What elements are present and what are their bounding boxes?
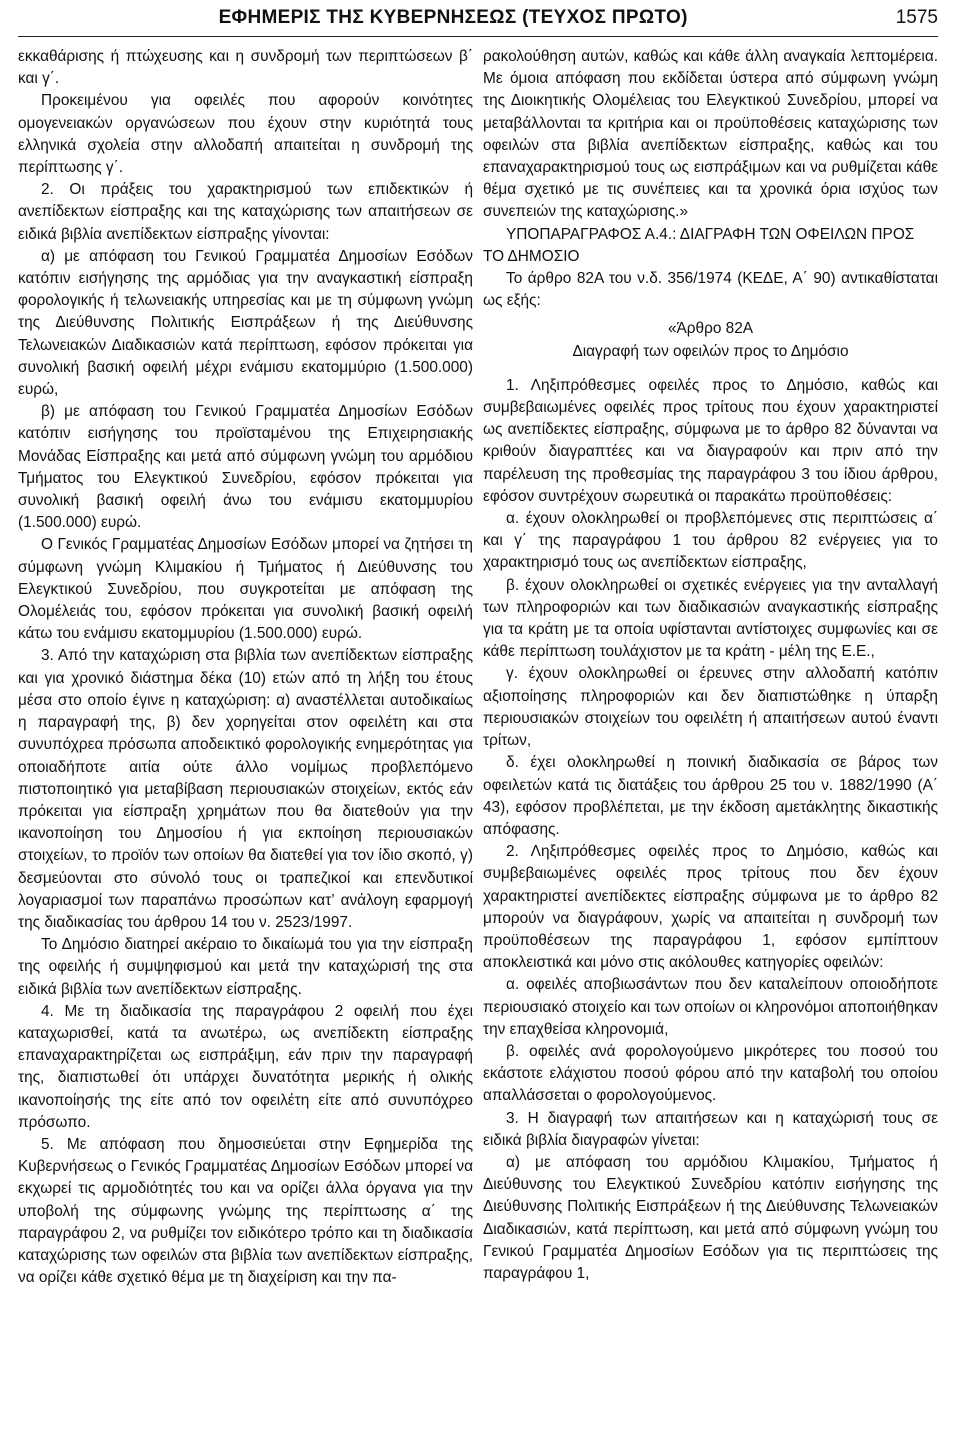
paragraph: β) με απόφαση του Γενικού Γραμματέα Δημοσίων Εσόδων κατόπιν εισήγησης του προϊσταμένου της Επιχειρησιακής Μονάδας Είσπραξης και μετά από σύμφωνη γνώμη του αρμόδιου Τμήματος του Ελεγκτικού Συνεδρίου, εφόσον πρόκειται για συνολική βασική οφειλή άνω του ενάμισυ εκατομμυρίου (1.500.000) ευρώ.	[18, 403, 473, 532]
paragraph: Το άρθρο 82Α του ν.δ. 356/1974 (ΚΕΔΕ, Α΄ 90) αντικαθίσταται ως εξής:	[483, 270, 938, 310]
paragraph: 3. Από την καταχώριση στα βιβλία των ανεπίδεκτων είσπραξης και για χρονικό διάστημα δέκα (10) ετών από τη λήξη του έτους μέσα στο οποίο έγινε η καταχώριση: α) αναστέλλεται αυτοδικαίως η παραγραφή της, β) δεν χορηγείται στον οφειλέτη και στα συνυπόχρεα πρόσωπα αποδεικτικό φορολογικής ενημερότητας για οποιαδήποτε αιτία ούτε άλλο νομίμως προβλεπόμενο πιστοποιητικό για μεταβίβαση περιουσιακών στοιχείων, εκτός εάν πρόκειται για είσπραξη χρημάτων που θα διατεθούν για την ικανοποίηση του Δημοσίου ή για εκποίηση περιουσιακών στοιχείων, το προϊόν των οποίων θα διατεθεί για τον ίδιο σκοπό, γ) δεσμεύονται στο σύνολό τους οι τραπεζικοί και επενδυτικοί λογαριασμοί των παραπάνω προσώπων κατ’ ανάλογη εφαρμογή της διαδικασίας του άρθρου 14 του ν. 2523/1997.	[18, 647, 473, 931]
paragraph: δ. έχει ολοκληρωθεί η ποινική διαδικασία σε βάρος των οφειλετών κατά τις διατάξεις του άρθρου 25 του ν. 1882/1990 (Α΄ 43), εφόσον προβλέπεται, με την έκδοση αμετάκλητης δικαστικής απόφασης.	[483, 754, 938, 838]
paragraph: Το Δημόσιο διατηρεί ακέραιο το δικαίωμά του για την είσπραξη της οφειλής ή συμψηφισμού και μετά την καταχώρισή της στα ειδικά βιβλία των ανεπίδεκτων είσπραξης.	[18, 936, 473, 998]
right-column	[483, 46, 938, 1289]
paragraph: 2. Οι πράξεις του χαρακτηρισμού των επιδεκτικών ή ανεπίδεκτων είσπραξης και της καταχώρισης των απαιτήσεων σε ειδικά βιβλία ανεπίδεκτων είσπραξης γίνονται:	[18, 181, 473, 243]
paragraph: α) με απόφαση του Γενικού Γραμματέα Δημοσίων Εσόδων κατόπιν εισήγησης της αρμόδιας για την αναγκαστική είσπραξη φορολογικής ή τελωνειακής υπηρεσίας και με τη σύμφωνη γνώμη της Διεύθυνσης Πολιτικής Εισπράξεων ή της Διεύθυνσης Τελωνειακών Διαδικασιών κατά περίπτωση, εφόσον πρόκειται για συνολική βασική οφειλή μέχρι ενάμισυ εκατομμύριο (1.500.000) ευρώ,	[18, 247, 473, 399]
paragraph: 2. Ληξιπρόθεσμες οφειλές προς το Δημόσιο, καθώς και συμβεβαιωμένες οφειλές προς τρίτους που δεν έχουν χαρακτηριστεί ανεπίδεκτες είσπραξης σύμφωνα με το άρθρο 82 μπορούν να διαγράφουν, χωρίς να απαιτείται η συνδρομή των προϋποθέσεων της παραγράφου 1, εφόσον εμπίπτουν αποκλειστικά και μόνο στις ακόλουθες κατηγορίες οφειλών:	[483, 843, 938, 972]
article-title: «Άρθρο 82Α	[667, 320, 754, 338]
paragraph: α. έχουν ολοκληρωθεί οι προβλεπόμενες στις περιπτώσεις α΄ και γ΄ της παραγράφου 1 του άρθρου 82 ενέργειες για το χαρακτηρισμό τους ως ανεπίδεκτων είσπραξης,	[483, 510, 938, 572]
two-column-body	[18, 46, 938, 1289]
paragraph: 3. Η διαγραφή των απαιτήσεων και η καταχώρισή τους σε ειδικά βιβλία διαγραφών γίνεται:	[483, 1109, 938, 1149]
article-heading	[483, 318, 938, 362]
paragraph: ρακολούθηση αυτών, καθώς και κάθε άλλη αναγκαία λεπτομέρεια. Με όμοια απόφαση που εκδίδεται ύστερα από σύμφωνη γνώμη της Διοικητικής Ολομέλειας του Ελεγκτικού Συνεδρίου, μπορεί να μεταβάλλονται τα κριτήρια και οι προϋποθέσεις καταχώρισης των οφειλών στα βιβλία ανεπίδεκτων είσπραξης, καθώς και του επαναχαρακτηρισμού τους ως εισπράξιμων και να ρυθμίζεται κάθε θέμα σχετικό με τις συνέπειες και τα χρονικά όρια ισχύος των συνεπειών της καταχώρισης.»	[483, 48, 938, 221]
paragraph: εκκαθάρισης ή πτώχευσης και η συνδρομή των περιπτώσεων β΄ και γ΄.	[18, 48, 473, 88]
paragraph: 1. Ληξιπρόθεσμες οφειλές προς το Δημόσιο, καθώς και συμβεβαιωμένες οφειλές προς τρίτους που έχουν χαρακτηριστεί ως ανεπίδεκτες είσπραξης, σύμφωνα με το άρθρο 82 δύνανται να κριθούν διαγραπτέες και να διαγραφούν και πριν από την παρέλευση της προθεσμίας της παραγράφου 3 του ίδιου άρθρου, εφόσον συντρέχουν σωρευτικά οι παρακάτω προϋποθέσεις:	[483, 376, 938, 505]
paragraph: α) με απόφαση του αρμόδιου Κλιμακίου, Τμήματος ή Διεύθυνσης του Ελεγκτικού Συνεδρίου κατόπιν εισήγησης της Διεύθυνσης Πολιτικής Εισπράξεων ή της Διεύθυνσης Τελωνειακών Διαδικασιών, κατά περίπτωση, και μετά από σύμφωνη γνώμη του Γενικού Γραμματέα Δημοσίων Εσόδων για τις περιπτώσεις της παραγράφου 1,	[483, 1153, 938, 1282]
paragraph: Προκειμένου για οφειλές που αφορούν κοινότητες ομογενειακών οργανώσεων που έχουν στην κυριότητά τους ελληνικά σχολεία στην αλλοδαπή απαιτείται η συνδρομή της περίπτωσης γ΄.	[18, 92, 473, 177]
paragraph: β. οφειλές ανά φορολογούμενο μικρότερες του ποσού του εκάστοτε ελάχιστου ποσού φόρου από την καταβολή του οποίου απαλλάσσεται ο φορολογούμενος.	[483, 1042, 938, 1105]
subparagraph-heading: ΥΠΟΠΑΡΑΓΡΑΦΟΣ Α.4.: ΔΙΑΓΡΑΦΗ ΤΩΝ ΟΦΕΙΛΩΝ ΠΡΟΣ ΤΟ ΔΗΜΟΣΙΟ	[483, 225, 915, 265]
page-number: 1575	[895, 7, 938, 28]
paragraph: γ. έχουν ολοκληρωθεί οι έρευνες στην αλλοδαπή κατόπιν αξιοποίησης πληροφοριών και δεν διαπιστώθηκε η ύπαρξη περιουσιακών στοιχείων του οφειλέτη ή απαιτήσεων αυτού έναντι τρίτων,	[483, 665, 938, 750]
paragraph: 5. Με απόφαση που δημοσιεύεται στην Εφημερίδα της Κυβερνήσεως ο Γενικός Γραμματέας Δημοσίων Εσόδων μπορεί να εκχωρεί τις αρμοδιότητές του και να ορίζει άλλα όργανα για την υποβολή της σύμφωνης γνώμης της περίπτωσης α΄ της παραγράφου 2, να ρυθμίζει τον ειδικότερο τρόπο και τη διαδικασία καταχώρισης των οφειλών στα βιβλία των ανεπίδεκτων είσπραξης, να ορίζει κάθε σχετικό θέμα με τη διαχείριση και την πα-	[18, 1135, 473, 1287]
page-header	[18, 0, 938, 37]
paragraph: 4. Με τη διαδικασία της παραγράφου 2 οφειλή που έχει καταχωρισθεί, κατά τα ανωτέρω, ως ανεπίδεκτη είσπραξης επαναχαρακτηρίζεται ως εισπράξιμη, εάν πριν την παραγραφή της, διαπιστωθεί ότι υπάρχει δυνατότητα μερικής ή ολικής ικανοποίησής της είτε από τον οφειλέτη είτε από συνυπόχρεο πρόσωπο.	[18, 1002, 473, 1131]
paragraph: β. έχουν ολοκληρωθεί οι σχετικές ενέργειες για την ανταλλαγή των πληροφοριών και των διαδικασιών αναγκαστικής είσπραξης για τα κράτη με τα οποία υφίστανται αντίστοιχες συμφωνίες και σε κάθε περίπτωση τουλάχιστον με τα κράτη - μέλη της Ε.Ε.,	[483, 576, 938, 661]
journal-title: ΕΦΗΜΕΡΙΣ ΤΗΣ ΚΥΒΕΡΝΗΣΕΩΣ (ΤΕΥΧΟΣ ΠΡΩΤΟ)	[218, 7, 688, 28]
paragraph: α. οφειλές αποβιωσάντων που δεν καταλείπουν οποιοδήποτε περιουσιακό στοιχείο και των οποίων οι κληρονόμοι αποποιήθηκαν την επαχθείσα κληρονομιά,	[483, 976, 938, 1038]
left-column	[18, 46, 473, 1289]
article-subtitle: Διαγραφή των οφειλών προς το Δημόσιο	[572, 342, 849, 360]
paragraph: Ο Γενικός Γραμματέας Δημοσίων Εσόδων μπορεί να ζητήσει τη σύμφωνη γνώμη Κλιμακίου ή Τμήματος ή Διεύθυνσης του Ελεγκτικού Συνεδρίου, που συγκροτείται με απόφαση της Ολομέλειάς του, εφόσον πρόκειται για συνολική βασική οφειλή κάτω του ενάμισυ εκατομμυρίου (1.500.000) ευρώ.	[18, 536, 473, 643]
